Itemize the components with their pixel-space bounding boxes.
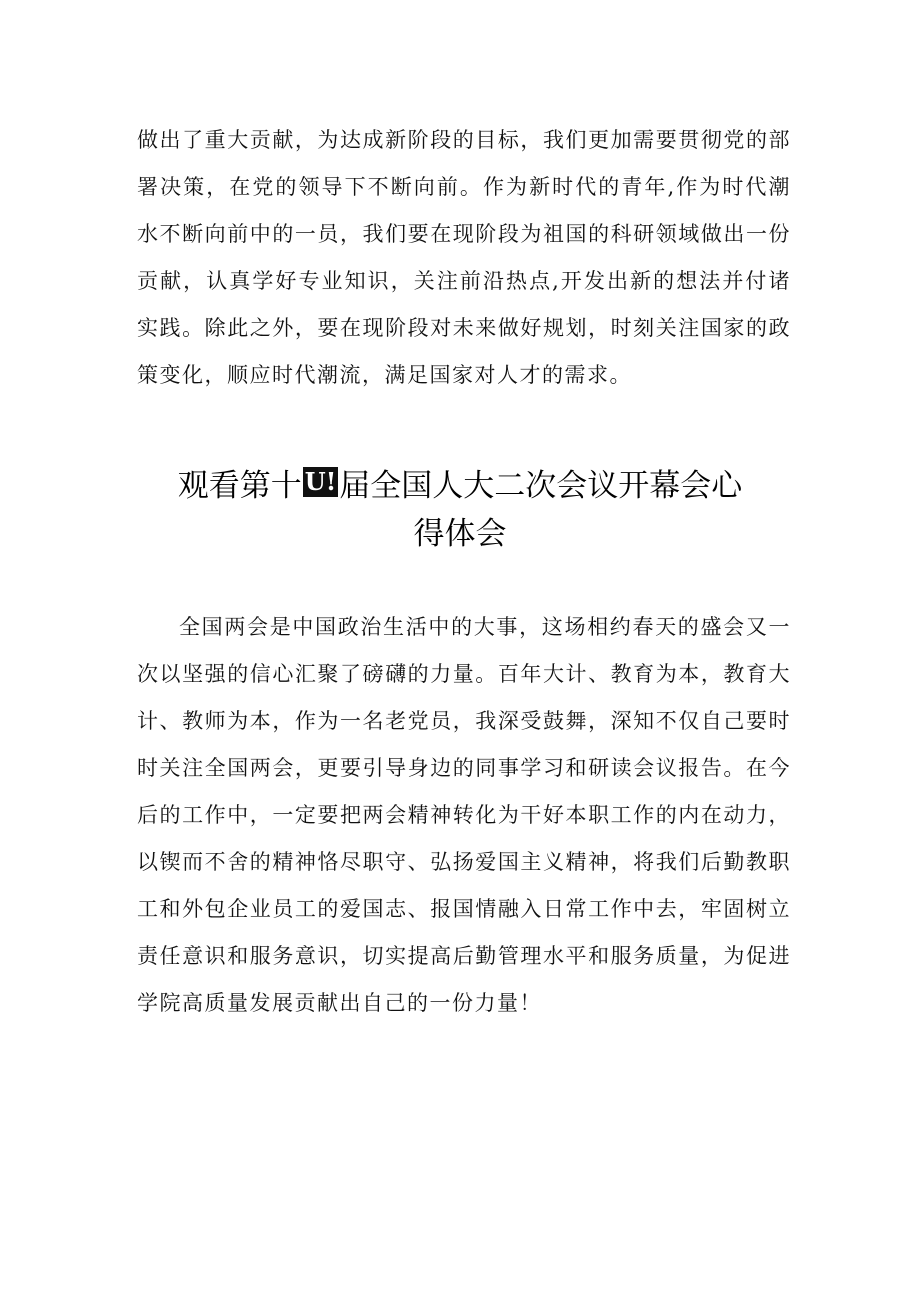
heading-line-2: 得体会 <box>413 516 507 552</box>
body-paragraph-1: 做出了重大贡献，为达成新阶段的目标，我们更加需要贯彻党的部署决策，在党的领导下不断向前。作为新时代的青年,作为时代潮水不断向前中的一员，我们要在现阶段为祖国的科研领域做出一份贡献，认真学好专业知识，关注前沿热点,开发出新的想法并付诸实践。除此之外，要在现阶段对未来做好规划，时刻关注国家的政策变化，顺应时代潮流，满足国家对人才的需求。 <box>137 128 791 387</box>
heading-text-before: 观看第十 <box>177 468 302 504</box>
garbled-glyph-badge: U! <box>304 467 337 496</box>
section-heading <box>120 462 800 558</box>
heading-line-1 <box>120 462 800 510</box>
body-paragraph-2: 全国两会是中国政治生活中的大事，这场相约春天的盛会又一次以坚强的信心汇聚了磅礴的力量。百年大计、教育为本，教育大计、教师为本，作为一名老党员，我深受鼓舞，深知不仅自己要时时关注全国两会，更要引导身边的同事学习和研读会议报告。在今后的工作中，一定要把两会精神转化为干好本职工作的内在动力，以锲而不舍的精神恪尽职守、弘扬爱国主义精神，将我们后勤教职工和外包企业员工的爱国志、报国情融入日常工作中去，牢固树立责任意识和服务意识，切实提高后勤管理水平和服务质量，为促进学院高质量发展贡献出自己的一份力量！ <box>137 615 791 1015</box>
heading-text-after: 届全国人大二次会议开幕会心 <box>339 468 743 504</box>
